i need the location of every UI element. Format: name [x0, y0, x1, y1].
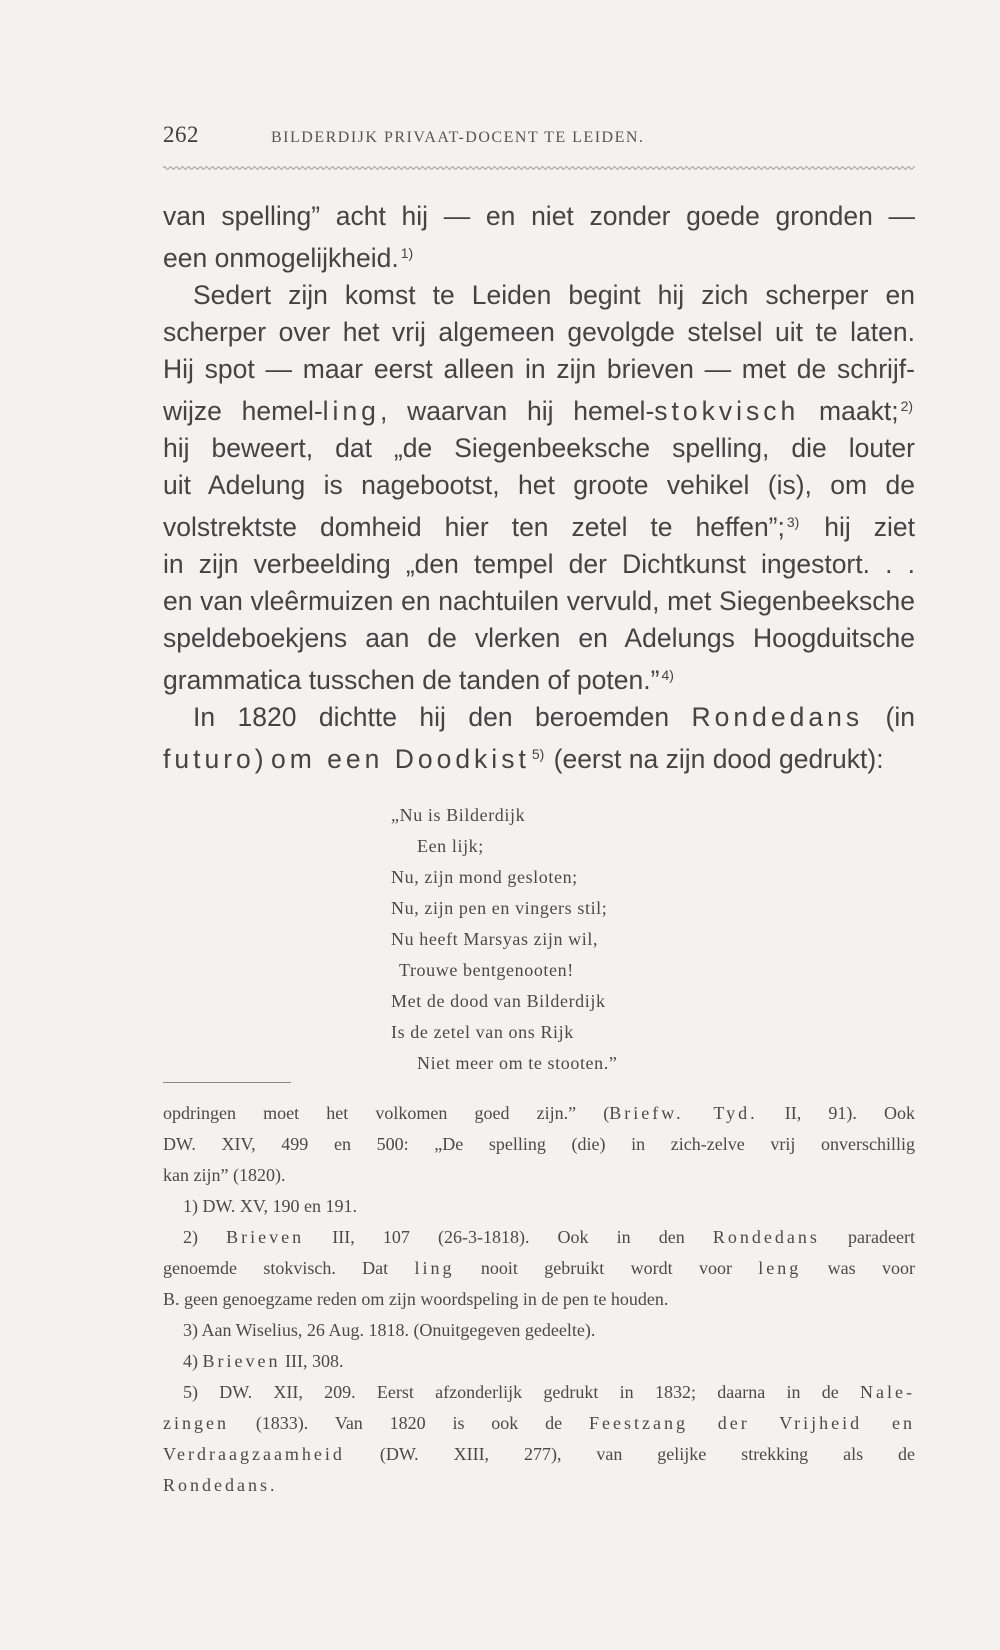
text-span: 4)	[183, 1351, 203, 1371]
poem-line: Trouwe bentgenooten!	[399, 960, 574, 980]
text-span: III, 107 (26-3-1818). Ook in den	[304, 1227, 713, 1247]
footnote-2	[163, 1222, 915, 1253]
footnote-line	[163, 1408, 915, 1439]
footnote-line	[163, 1470, 915, 1501]
footnote-marker: 4)	[661, 667, 674, 683]
text-span: hij beweert, dat „de Siegenbeeksche spelling, die louter	[163, 433, 915, 463]
spaced-text: om een Doodkist	[270, 744, 530, 774]
spaced-text: Brieven	[202, 1351, 281, 1371]
spaced-text: stokvisch	[654, 396, 800, 426]
footnote-line	[163, 1129, 915, 1160]
footnote-4	[163, 1346, 915, 1377]
text-span: genoemde stokvisch. Dat	[163, 1258, 415, 1278]
text-span: Sedert zijn komst te Leiden begint hij zich scherper en	[193, 280, 915, 310]
footnote-5	[163, 1377, 915, 1408]
text-line	[163, 351, 915, 388]
text-span: (in	[863, 702, 915, 732]
footnote-line	[163, 1160, 915, 1191]
footnote-line	[163, 1284, 915, 1315]
text-line	[163, 198, 915, 235]
spaced-text: Brieven	[226, 1227, 305, 1247]
header-wavy-rule	[163, 164, 915, 172]
text-span: (DW. XIII, 277), van gelijke strekking als de	[344, 1444, 915, 1464]
text-span: 2)	[183, 1227, 227, 1247]
text-span: van spelling” acht hij — en niet zonder goede gronden —	[163, 201, 915, 231]
page-header	[163, 122, 915, 148]
text-line	[163, 430, 915, 467]
text-span: II, 91). Ook	[757, 1103, 916, 1123]
page-number: 262	[163, 122, 199, 147]
text-line	[163, 467, 915, 504]
text-span: 1) DW. XV, 190 en 191.	[183, 1196, 357, 1216]
poem-line: „Nu is Bilderdijk	[391, 805, 526, 825]
text-span: een onmogelijkheid.	[163, 243, 399, 273]
text-line	[163, 388, 915, 430]
text-line	[163, 504, 915, 546]
text-span: was voor	[801, 1258, 915, 1278]
text-line	[163, 546, 915, 583]
spaced-text: Rondedans.	[163, 1475, 278, 1495]
text-span: (1833). Van 1820 is ook de	[228, 1413, 589, 1433]
poem-line: Een lijk;	[417, 836, 484, 856]
text-span: kan zijn” (1820).	[163, 1165, 286, 1185]
text-line	[163, 736, 915, 778]
text-line	[163, 657, 915, 699]
text-span: wijze hemel-	[163, 396, 323, 426]
spaced-text: futuro	[163, 744, 255, 774]
text-span: III, 308.	[280, 1351, 344, 1371]
text-span: Hij spot — maar eerst alleen in zijn brieven — met de schrijf-	[163, 354, 915, 384]
text-span: 3) Aan Wiselius, 26 Aug. 1818. (Onuitgegeven gedeelte).	[183, 1320, 596, 1340]
footnote-marker: 3)	[786, 514, 800, 530]
text-span: opdringen moet het volkomen goed zijn.” (	[163, 1103, 610, 1123]
footnotes	[163, 1098, 915, 1501]
text-line	[163, 583, 915, 620]
spaced-text: leng	[758, 1258, 802, 1278]
poem-line: Niet meer om te stooten.”	[417, 1053, 618, 1073]
footnote-line	[163, 1098, 915, 1129]
spaced-text: Rondedans	[691, 702, 864, 732]
spaced-text: Feestzang der Vrijheid en	[588, 1413, 915, 1433]
running-head: BILDERDIJK PRIVAAT-DOCENT TE LEIDEN.	[271, 129, 645, 146]
footnote-1	[163, 1191, 915, 1222]
main-text	[163, 198, 915, 778]
text-span: , waarvan hij hemel-	[379, 396, 655, 426]
footnote-line	[163, 1439, 915, 1470]
poem-line: Nu heeft Marsyas zijn wil,	[391, 929, 599, 949]
text-span: In 1820 dichtte hij den beroemden	[193, 702, 692, 732]
spaced-text: Briefw. Tyd.	[609, 1103, 758, 1123]
text-span: speldeboekjens aan de vlerken en Adelungs Hoogduitsche	[163, 623, 915, 653]
poem-line: Nu, zijn pen en vingers stil;	[391, 898, 608, 918]
spaced-text: Nale-	[860, 1382, 915, 1402]
text-line	[163, 314, 915, 351]
poem-line: Nu, zijn mond gesloten;	[391, 867, 578, 887]
text-line	[163, 699, 915, 736]
text-span: maakt;	[799, 396, 899, 426]
footnote-marker: 1)	[400, 245, 414, 261]
text-span: uit Adelung is nagebootst, het groote vehikel (is), om de	[163, 470, 915, 500]
text-span: nooit gebruikt wordt voor	[454, 1258, 759, 1278]
text-span: DW. XIV, 499 en 500: „De spelling (die) in zich-zelve vrij onverschillig	[163, 1134, 915, 1154]
text-span: grammatica tusschen de tanden of poten.”	[163, 665, 660, 695]
text-span: en van vleêrmuizen en nachtuilen vervuld, met Siegenbeeksche	[163, 586, 915, 616]
spaced-text: Verdraagzaamheid	[163, 1444, 345, 1464]
spaced-text: zingen	[163, 1413, 229, 1433]
text-span: 5) DW. XII, 209. Eerst afzonderlijk gedrukt in 1832; daarna in de	[183, 1382, 861, 1402]
text-span: hij ziet	[801, 512, 915, 542]
text-line	[163, 235, 915, 277]
text-span: B. geen genoegzame reden om zijn woordspeling in de pen te houden.	[163, 1289, 669, 1309]
footnote-line	[163, 1253, 915, 1284]
text-line	[163, 620, 915, 657]
poem-line: Met de dood van Bilderdijk	[391, 991, 606, 1011]
text-span: )	[254, 744, 271, 774]
footnote-separator	[163, 1082, 291, 1083]
text-span: paradeert	[819, 1227, 915, 1247]
text-span: volstrektste domheid hier ten zetel te heffen”;	[163, 512, 785, 542]
poem	[391, 800, 811, 1079]
text-span: (eerst na zijn dood gedrukt):	[546, 744, 884, 774]
spaced-text: Rondedans	[712, 1227, 820, 1247]
footnote-marker: 5)	[531, 746, 545, 762]
footnote-marker: 2)	[900, 398, 914, 414]
text-line	[163, 277, 915, 314]
spaced-text: ling	[322, 396, 380, 426]
text-span: scherper over het vrij algemeen gevolgde stelsel uit te laten.	[163, 317, 915, 347]
text-span: in zijn verbeelding „den tempel der Dichtkunst ingestort. . .	[163, 549, 915, 579]
footnote-3	[163, 1315, 915, 1346]
spaced-text: ling	[414, 1258, 455, 1278]
poem-line: Is de zetel van ons Rijk	[391, 1022, 574, 1042]
